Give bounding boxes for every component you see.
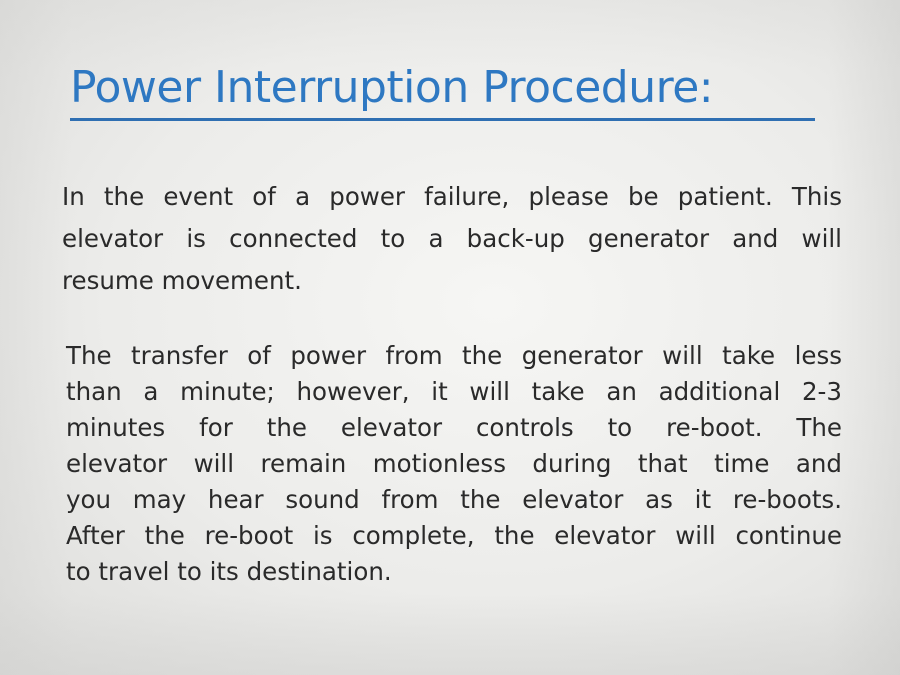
text-line: you may hear sound from the elevator as it re-boots. bbox=[66, 485, 842, 514]
paragraph-reboot-details bbox=[66, 338, 842, 590]
text-line: to travel to its destination. bbox=[66, 557, 392, 586]
text-line: elevator will remain motionless during that time and bbox=[66, 449, 842, 478]
text-line: than a minute; however, it will take an additional 2-3 bbox=[66, 377, 842, 406]
sign-title: Power Interruption Procedure: bbox=[70, 62, 714, 113]
text-line: After the re-boot is complete, the elevator will continue bbox=[66, 521, 842, 550]
text-line: The transfer of power from the generator will take less bbox=[66, 341, 842, 370]
text-line: elevator is connected to a back-up generator and will bbox=[62, 224, 842, 253]
text-line: resume movement. bbox=[62, 266, 302, 295]
text-line: minutes for the elevator controls to re-boot. The bbox=[66, 413, 842, 442]
paragraph-power-failure bbox=[62, 176, 842, 302]
title-underline bbox=[70, 118, 815, 121]
text-line: In the event of a power failure, please be patient. This bbox=[62, 182, 842, 211]
